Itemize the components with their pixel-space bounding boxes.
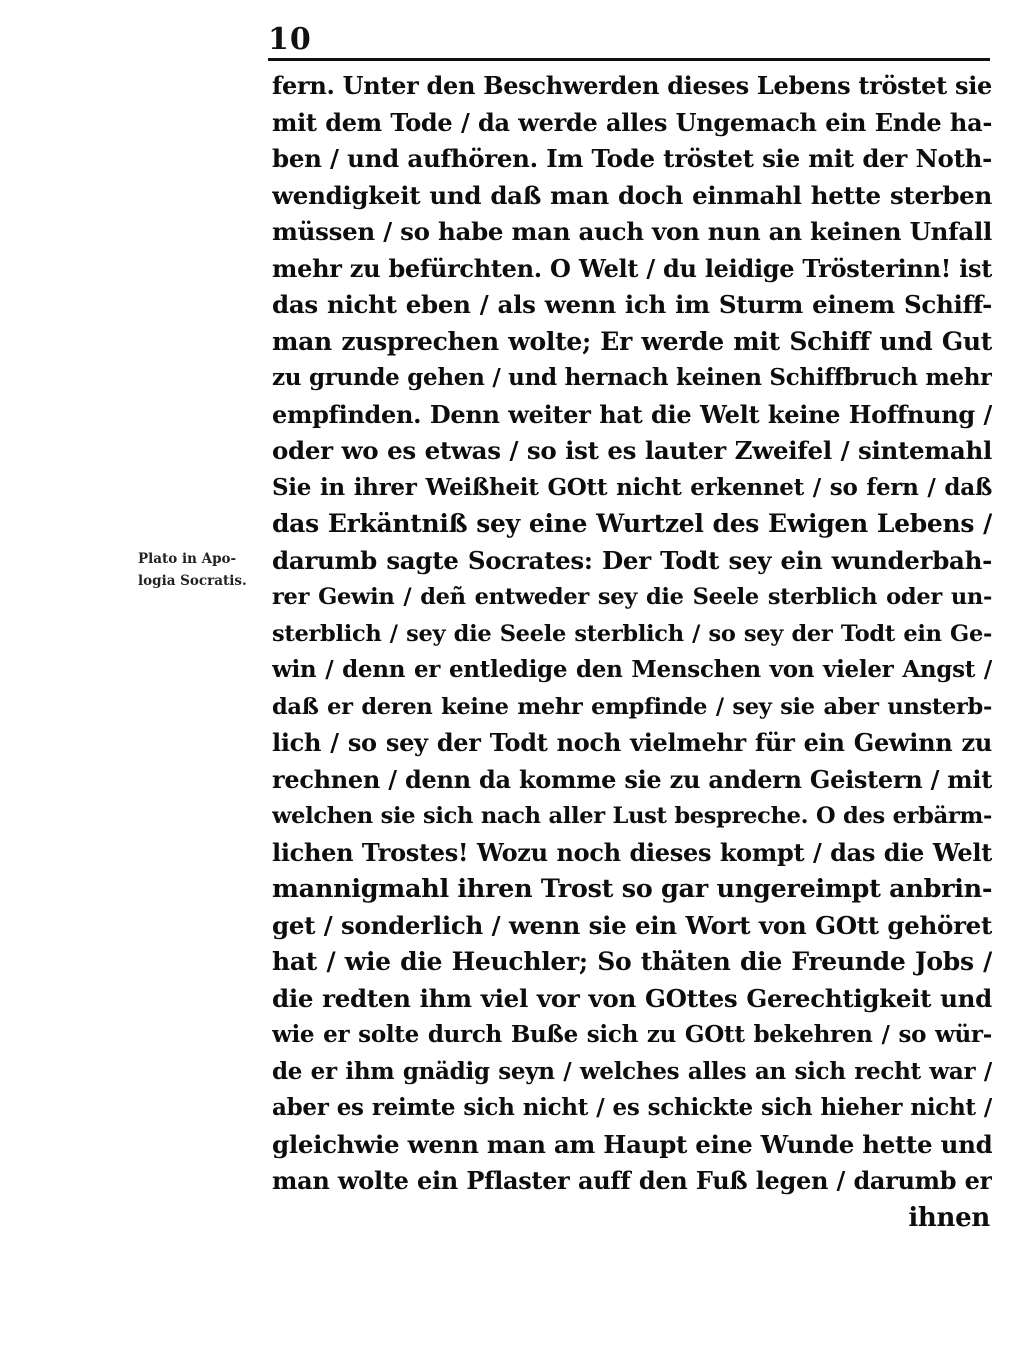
text-line: lichen Trostes! Wozu noch dieses kompt / das die Welt	[272, 837, 992, 867]
text-line: mannigmahl ihren Trost so gar ungereimpt anbrin-	[272, 874, 992, 904]
text-line: rechnen / denn da komme sie zu andern Geistern / mit	[272, 764, 992, 794]
header-rule	[268, 58, 990, 61]
text-line: aber es reimte sich nicht / es schickte sich hieher nicht /	[272, 1094, 992, 1121]
text-line: müssen / so habe man auch von nun an keinen Unfall	[272, 217, 992, 246]
text-line: fern. Unter den Beschwerden dieses Lebens tröstet sie	[272, 71, 992, 100]
text-line: get / sonderlich / wenn sie ein Wort von GOtt gehöret	[272, 910, 992, 940]
text-line: gleichwie wenn man am Haupt eine Wunde hette und	[272, 1129, 992, 1159]
text-line: wendigkeit und daß man doch einmahl hette sterben	[272, 180, 992, 210]
text-line: man wolte ein Pflaster auff den Fuß legen / darumb er	[272, 1166, 992, 1195]
text-line: sterblich / sey die Seele sterblich / so sey der Todt ein Ge-	[272, 620, 992, 647]
text-line: man zusprechen wolte; Er werde mit Schiff und Gut	[272, 326, 992, 356]
text-line: das nicht eben / als wenn ich im Sturm einem Schiff-	[272, 290, 992, 319]
page-number: 10	[268, 22, 312, 57]
text-line: mehr zu befürchten. O Welt / du leidige Trösterinn! ist	[272, 253, 992, 283]
text-line: welchen sie sich nach aller Lust bespreche. O des erbärm-	[272, 803, 992, 829]
text-line: die redten ihm viel vor von GOttes Gerechtigkeit und	[272, 983, 992, 1013]
catchword-line: ihnen	[908, 1202, 990, 1233]
text-line: zu grunde gehen / und hernach keinen Schiffbruch mehr	[272, 364, 992, 391]
text-line: wie er solte durch Buße sich zu GOtt bekehren / so wür-	[272, 1021, 992, 1048]
text-line: das Erkäntniß sey eine Wurtzel des Ewigen Lebens /	[272, 509, 992, 538]
text-line: ben / und aufhören. Im Tode tröstet sie mit der Noth-	[272, 144, 992, 173]
text-line: Sie in ihrer Weißheit GOtt nicht erkennet / so fern / daß	[272, 473, 992, 501]
text-line: mit dem Tode / da werde alles Ungemach ein Ende ha-	[272, 107, 992, 137]
body-text	[272, 68, 992, 1236]
text-line: rer Gewin / deñ entweder sey die Seele sterblich oder un-	[272, 584, 992, 610]
text-line: win / denn er entledige den Menschen von vieler Angst /	[272, 656, 992, 683]
margin-note-line: logia Socratis.	[138, 573, 247, 589]
text-line: daß er deren keine mehr empfinde / sey sie aber unsterb-	[272, 693, 992, 720]
text-line: lich / so sey der Todt noch vielmehr für ein Gewinn zu	[272, 728, 992, 757]
text-line: de er ihm gnädig seyn / welches alles an sich recht war /	[272, 1057, 992, 1085]
margin-note-line: Plato in Apo-	[138, 551, 237, 567]
text-line: oder wo es etwas / so ist es lauter Zweifel / sintemahl	[272, 436, 992, 465]
text-line: empfinden. Denn weiter hat die Welt keine Hoffnung /	[272, 399, 992, 429]
text-line: hat / wie die Heuchler; So thäten die Freunde Jobs /	[272, 947, 992, 976]
margin-note	[138, 548, 266, 592]
text-line: darumb sagte Socrates: Der Todt sey ein wunderbah-	[272, 545, 992, 575]
